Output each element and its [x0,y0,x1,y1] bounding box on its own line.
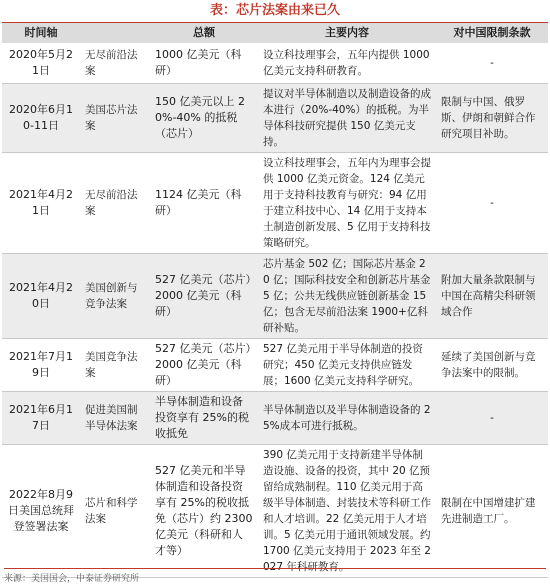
table-row [2,83,548,152]
cell-content: 芯片基金 502 亿；国际芯片基金 20 亿；国际科技安全和创新芯片基金 5 亿；公共无线供应链创新基金 15 亿；包含无尽前沿法案 1900+亿科研补贴。 [258,253,436,338]
cell-content: 527 亿美元用于半导体制造的投资研究；450 亿美元支持供应链发展；1600 亿美元支持科学研究。 [258,338,436,391]
cell-act: 无尽前沿法案 [80,43,150,83]
cell-limit: 限制在中国增建扩建先进制造工厂。 [436,444,548,577]
cell-time: 2021年6月17日 [2,391,80,444]
cell-content: 提议对半导体制造以及制造设备的成本进行（20%-40%）的抵税。为半导体科技研究提供 150 亿美元支持。 [258,83,436,152]
table-row [2,444,548,577]
cell-act: 促进美国制半导体法案 [80,391,150,444]
cell-act: 无尽前沿法案 [80,152,150,253]
cell-time: 2020年6月10-11日 [2,83,80,152]
cell-content: 设立科技理事会，五年内为理事会提供 1000 亿美元资金。124 亿美元用于支持科技教育与研究：94 亿用于建立科技中心、14 亿用于支持本土制造创新发展、5 亿用于支持科技策略研究。 [258,152,436,253]
cell-time: 2021年4月20日 [2,253,80,338]
source-note: 来源：美国国会，中泰证券研究所 [4,568,546,584]
chip-act-table [2,23,548,578]
cell-amount: 半导体制造和设备投资享有 25%的税收抵免 [150,391,258,444]
cell-time: 2021年4月21日 [2,152,80,253]
cell-amount: 527 亿美元（芯片）2000 亿美元（科研） [150,253,258,338]
cell-act: 美国竞争法案 [80,338,150,391]
cell-content: 设立科技理事会，五年内提供 1000 亿美元支持科研教育。 [258,43,436,83]
cell-amount: 527 亿美元（芯片）2000 亿美元（科研） [150,338,258,391]
cell-content: 半导体制造以及半导体制造设备的 25%成本可进行抵税。 [258,391,436,444]
cell-limit: - [436,43,548,83]
cell-amount: 1000 亿美元（科研） [150,43,258,83]
cell-amount: 150 亿美元以上 20%-40% 的抵税（芯片） [150,83,258,152]
cell-act: 美国芯片法案 [80,83,150,152]
table-row [2,43,548,83]
cell-time: 2022年8月9日美国总统拜登签署法案 [2,444,80,577]
cell-act: 芯片和科学法案 [80,444,150,577]
header-act [80,23,150,43]
cell-limit: - [436,391,548,444]
cell-limit: 延续了美国创新与竞争法案中的限制。 [436,338,548,391]
table-body [2,43,548,577]
table-row [2,338,548,391]
cell-time: 2020年5月21日 [2,43,80,83]
cell-content: 390 亿美元用于支持新建半导体制造设施、设备的投资，其中 20 亿预留给成熟制程。110 亿美元用于高级半导体制造、封装技术等科研工作和人才培训。22 亿美元用于人才培训。5 亿美元用于通讯领域发展。约 1700 亿美元支持用于 2023 年至 2027 年科研教育。 [258,444,436,577]
header-amount: 总额 [150,23,258,43]
header-limit: 对中国限制条款 [436,23,548,43]
cell-limit: - [436,152,548,253]
cell-limit: 限制与中国、俄罗斯、伊朗和朝鲜合作研究项目补助。 [436,83,548,152]
table-title: 表：芯片法案由来已久 [2,0,548,23]
header-content: 主要内容 [258,23,436,43]
cell-amount: 527 亿美元和半导体制造和设备投资享有 25%的税收抵免（芯片）约 2300 亿美元（科研和人才等） [150,444,258,577]
table-row [2,391,548,444]
cell-amount: 1124 亿美元（科研） [150,152,258,253]
table-row [2,253,548,338]
table-row [2,152,548,253]
cell-act: 美国创新与竞争法案 [80,253,150,338]
header-time: 时间轴 [2,23,80,43]
header-row [2,23,548,43]
cell-time: 2021年7月19日 [2,338,80,391]
cell-limit: 附加大量条款限制与中国在高精尖科研领域合作 [436,253,548,338]
